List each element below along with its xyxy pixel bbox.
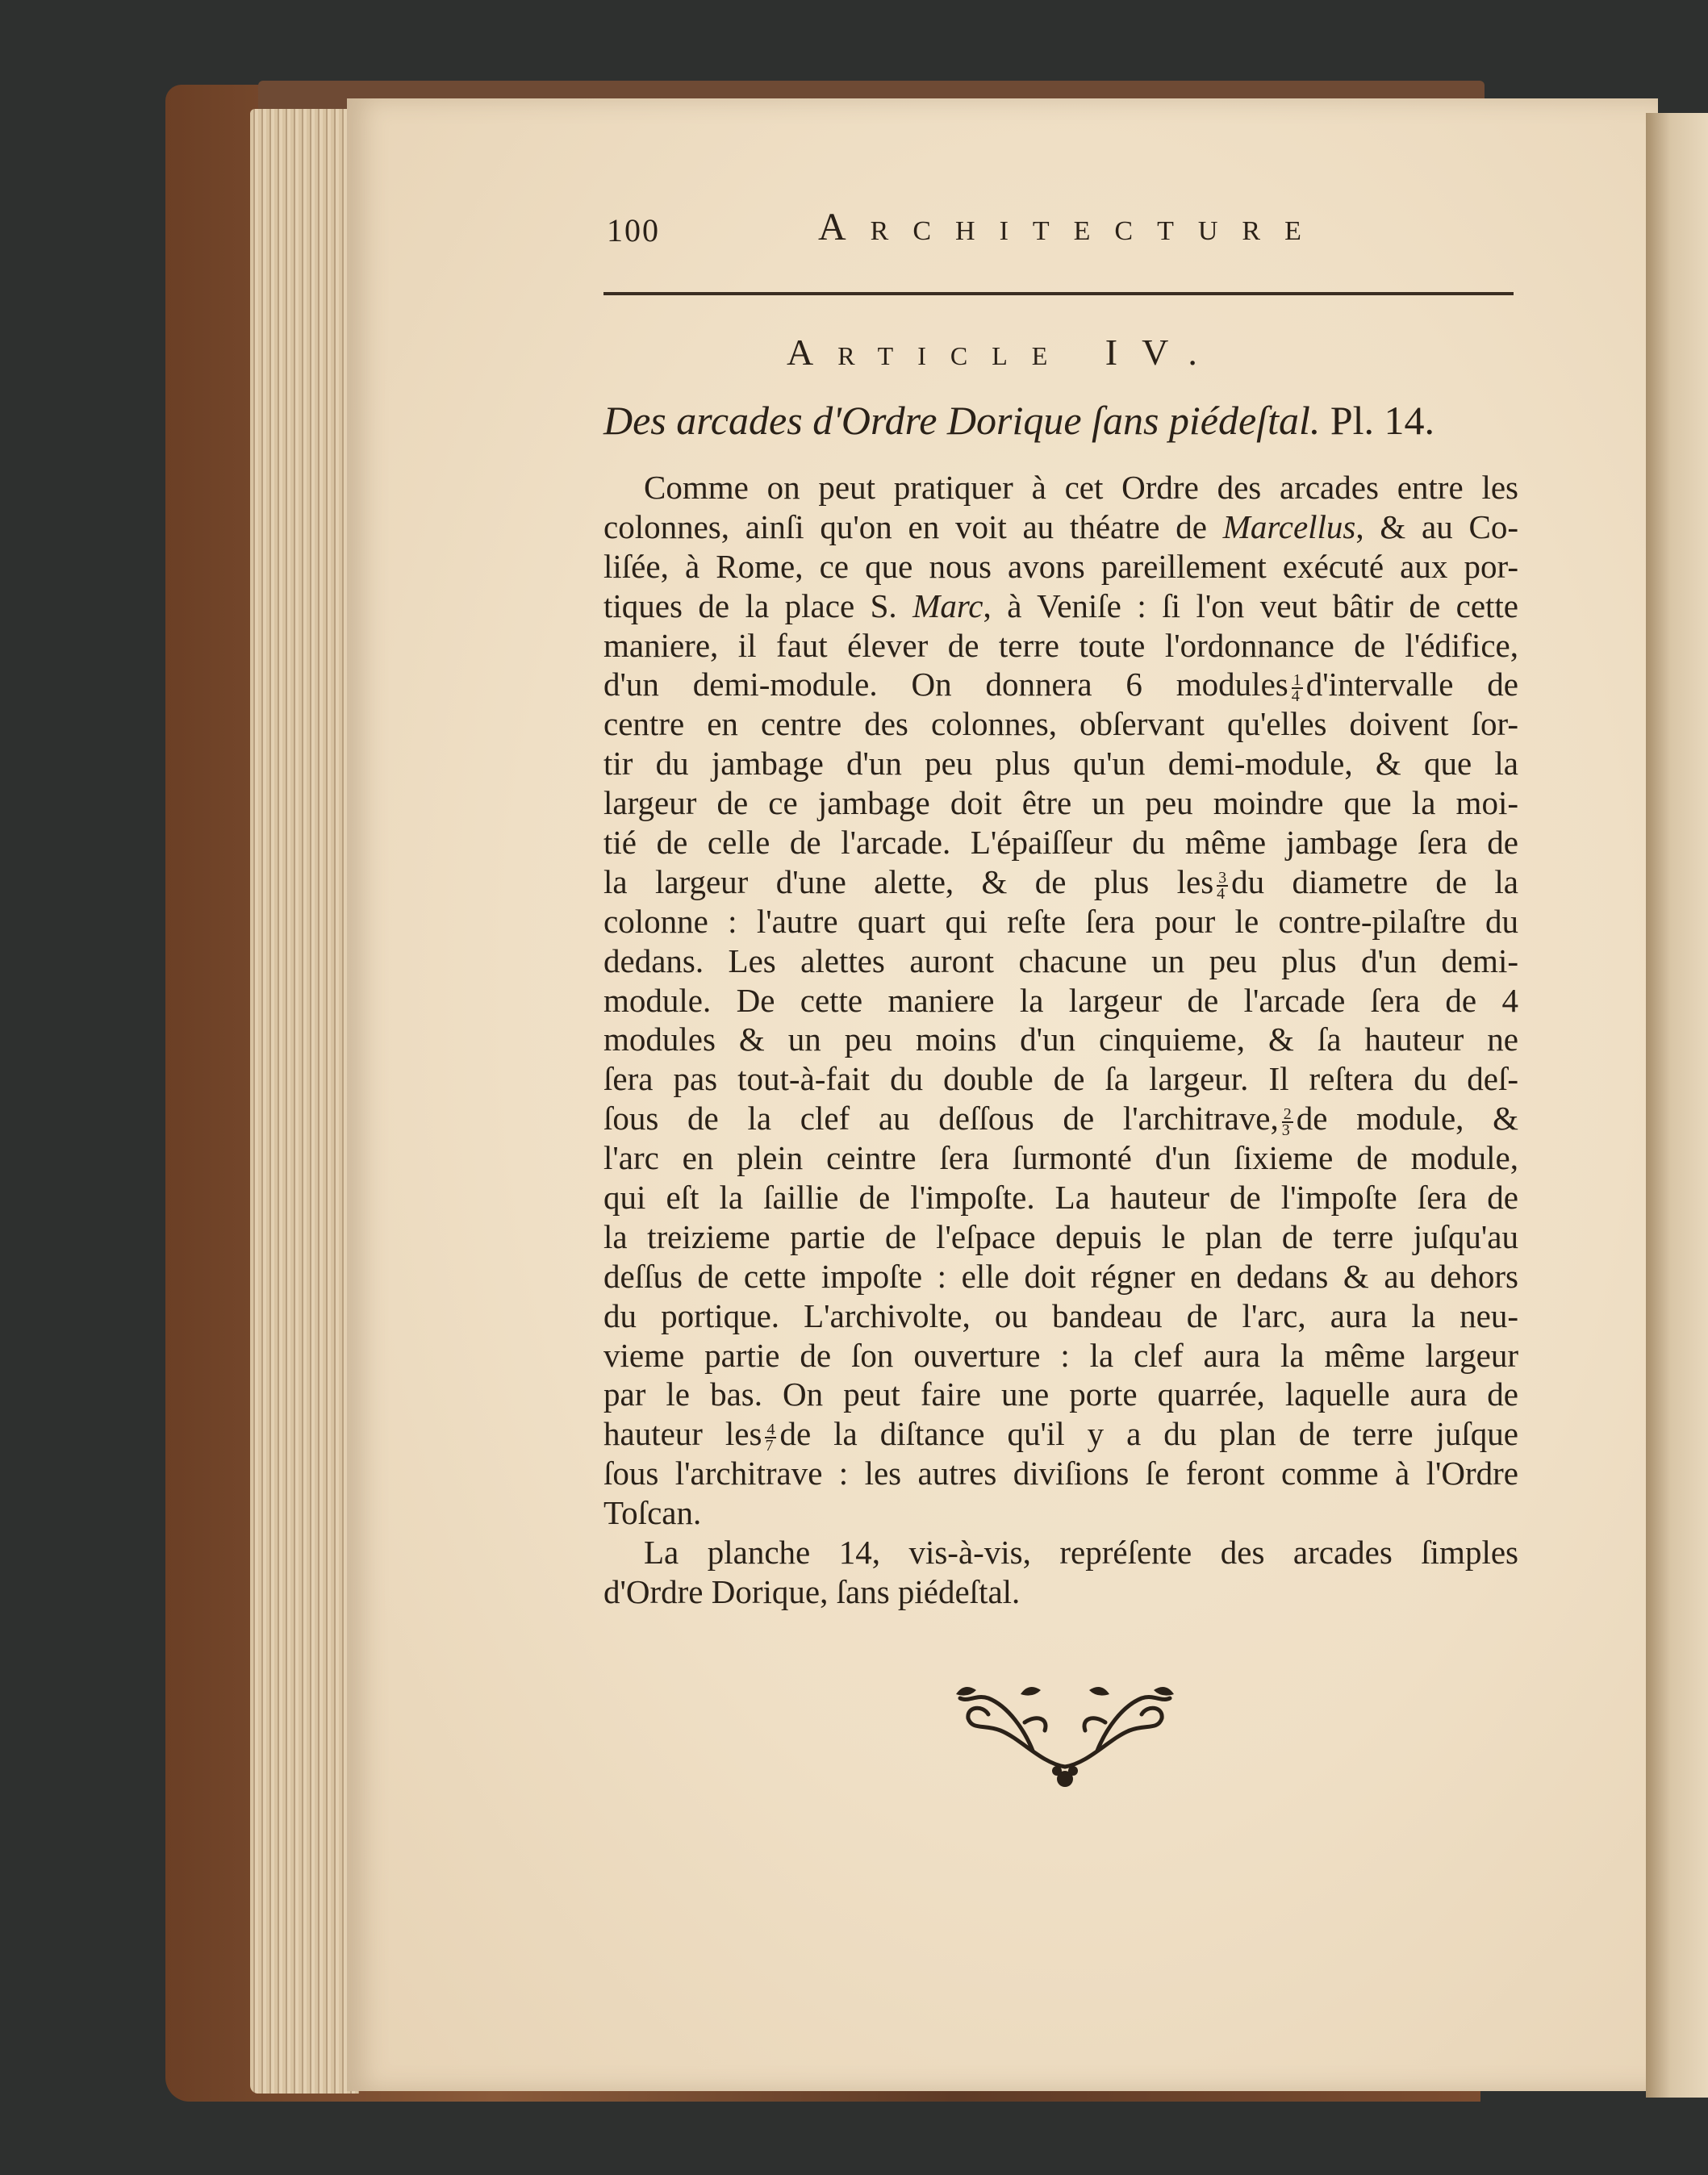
fraction-denominator: 3 <box>1281 1121 1290 1139</box>
fraction-numerator: 2 <box>1283 1104 1292 1123</box>
text-run: colonnes, ainſi qu'on en voit au théatre de <box>603 507 1223 545</box>
text-run: largeur de ce jambage doit être un peu moindre que la moi- <box>603 784 1518 822</box>
fraction-denominator: 7 <box>765 1436 774 1455</box>
header-rule <box>603 292 1514 295</box>
italic-name: Marc <box>912 587 983 624</box>
fraction-denominator: 4 <box>1291 687 1300 706</box>
text-line <box>603 1099 1518 1138</box>
text-line <box>603 587 1518 626</box>
text-line <box>603 468 1518 507</box>
text-line <box>603 704 1518 744</box>
running-title: Architecture <box>818 206 1326 248</box>
text-run: , à Veniſe : ſi l'on veut bâtir de cette <box>983 587 1518 624</box>
plate-reference: Pl. 14. <box>1320 398 1435 443</box>
fraction <box>1217 870 1228 901</box>
text-line <box>603 507 1518 547</box>
ornament-fleuron-icon <box>944 1674 1186 1795</box>
italic-name: Marcellus <box>1222 507 1356 545</box>
text-run: tir du jambage d'un peu plus qu'un demi-module, & que la <box>603 745 1518 783</box>
text-run: du diametre de la <box>1231 862 1518 900</box>
text-run: module. De cette maniere la largeur de l'arcade ſera de 4 <box>603 981 1518 1019</box>
text-run: dedans. Les alettes auront chacune un peu plus d'un demi- <box>603 941 1518 979</box>
article-heading: Article IV. <box>787 332 1221 373</box>
text-run: tié de celle de l'arcade. L'épaiſſeur du même jambage ſera de <box>603 824 1518 862</box>
running-header <box>607 206 1518 260</box>
text-run: hauteur les <box>603 1415 762 1453</box>
facing-page-edge <box>1646 113 1708 2098</box>
fraction-numerator: 1 <box>1292 671 1301 690</box>
text-run: de module, & <box>1296 1100 1518 1138</box>
text-line <box>603 547 1518 587</box>
fraction <box>1281 1104 1293 1139</box>
text-line <box>603 1296 1518 1336</box>
text-run: tiques de la place S. <box>603 587 913 624</box>
body-text <box>603 468 1518 1612</box>
text-run: liſée, à Rome, ce que nous avons pareillement exécuté aux por- <box>603 547 1518 585</box>
text-line <box>603 941 1518 981</box>
text-line <box>603 1375 1518 1414</box>
text-line <box>603 1493 1518 1533</box>
page-edges <box>250 109 359 2094</box>
text-line <box>603 902 1518 941</box>
fraction-numerator: 4 <box>766 1420 775 1438</box>
text-line <box>603 744 1518 783</box>
text-line <box>603 1336 1518 1376</box>
text-line <box>603 862 1518 902</box>
text-line <box>603 1257 1518 1296</box>
text-line <box>603 1533 1518 1572</box>
text-run: ſous de la clef au deſſous de l'architrave, <box>603 1100 1279 1138</box>
text-run: maniere, il faut élever de terre toute l'ordonnance de l'édifice, <box>603 626 1518 664</box>
text-line <box>603 1020 1518 1059</box>
text-line <box>603 1178 1518 1217</box>
text-run: ſous l'architrave : les autres diviſions ſe feront comme à l'Ordre <box>603 1455 1518 1492</box>
text-line <box>603 1572 1518 1612</box>
text-line <box>603 783 1518 823</box>
text-run: Comme on peut pratiquer à cet Ordre des arcades entre les <box>644 469 1518 506</box>
text-run: d'Ordre Dorique, ſans piédeſtal. <box>603 1572 1021 1610</box>
text-run: colonne : l'autre quart qui reſte ſera pour le contre-pilaſtre du <box>603 902 1518 940</box>
text-run: la largeur d'une alette, & de plus les <box>603 862 1214 900</box>
text-line <box>603 1217 1518 1257</box>
text-run: ſera pas tout-à-fait du double de ſa largeur. Il reſtera du deſ- <box>603 1060 1518 1098</box>
article-title-italic: Des arcades d'Ordre Dorique ſans piédeſtal. <box>603 398 1321 443</box>
text-line <box>603 1138 1518 1178</box>
text-line <box>603 823 1518 862</box>
text-run: modules & un peu moins d'un cinquieme, & ſa hauteur ne <box>603 1021 1518 1058</box>
text-line <box>603 1414 1518 1454</box>
text-run: de la diſtance qu'il y a du plan de terre juſque <box>779 1415 1519 1453</box>
text-run: La planche 14, vis-à-vis, repréſente des arcades ſimples <box>644 1534 1518 1572</box>
text-run: du portique. L'archivolte, ou bandeau de l'arc, aura la neu- <box>603 1296 1518 1334</box>
text-run: qui eſt la ſaillie de l'impoſte. La hauteur de l'impoſte ſera de <box>603 1179 1518 1217</box>
text-run: la treizieme partie de l'eſpace depuis le plan de terre juſqu'au <box>603 1217 1518 1255</box>
text-line <box>603 1059 1518 1099</box>
text-run: d'intervalle de <box>1305 666 1518 703</box>
text-line <box>603 1454 1518 1493</box>
text-run: deſſus de cette impoſte : elle doit régner en dedans & au dehors <box>603 1257 1518 1295</box>
text-run: l'arc en plein ceintre ſera ſurmonté d'un ſixieme de module, <box>603 1139 1518 1177</box>
article-title <box>603 397 1518 444</box>
text-line <box>603 665 1518 704</box>
fraction <box>1291 671 1303 706</box>
text-run: Toſcan. <box>603 1494 702 1532</box>
fraction <box>765 1422 776 1453</box>
text-line <box>603 626 1518 666</box>
fraction-denominator: 4 <box>1217 884 1226 903</box>
page-number: 100 <box>607 212 660 248</box>
text-run: d'un demi-module. On donnera 6 modules <box>603 666 1288 703</box>
text-run: , & au Co- <box>1355 507 1518 545</box>
text-run: par le bas. On peut faire une porte quarrée, laquelle aura de <box>603 1376 1518 1413</box>
fraction-numerator: 3 <box>1218 868 1227 887</box>
text-run: centre en centre des colonnes, obſervant qu'elles doivent ſor- <box>603 705 1518 743</box>
text-run: vieme partie de ſon ouverture : la clef aura la même largeur <box>603 1336 1518 1374</box>
text-line <box>603 981 1518 1021</box>
